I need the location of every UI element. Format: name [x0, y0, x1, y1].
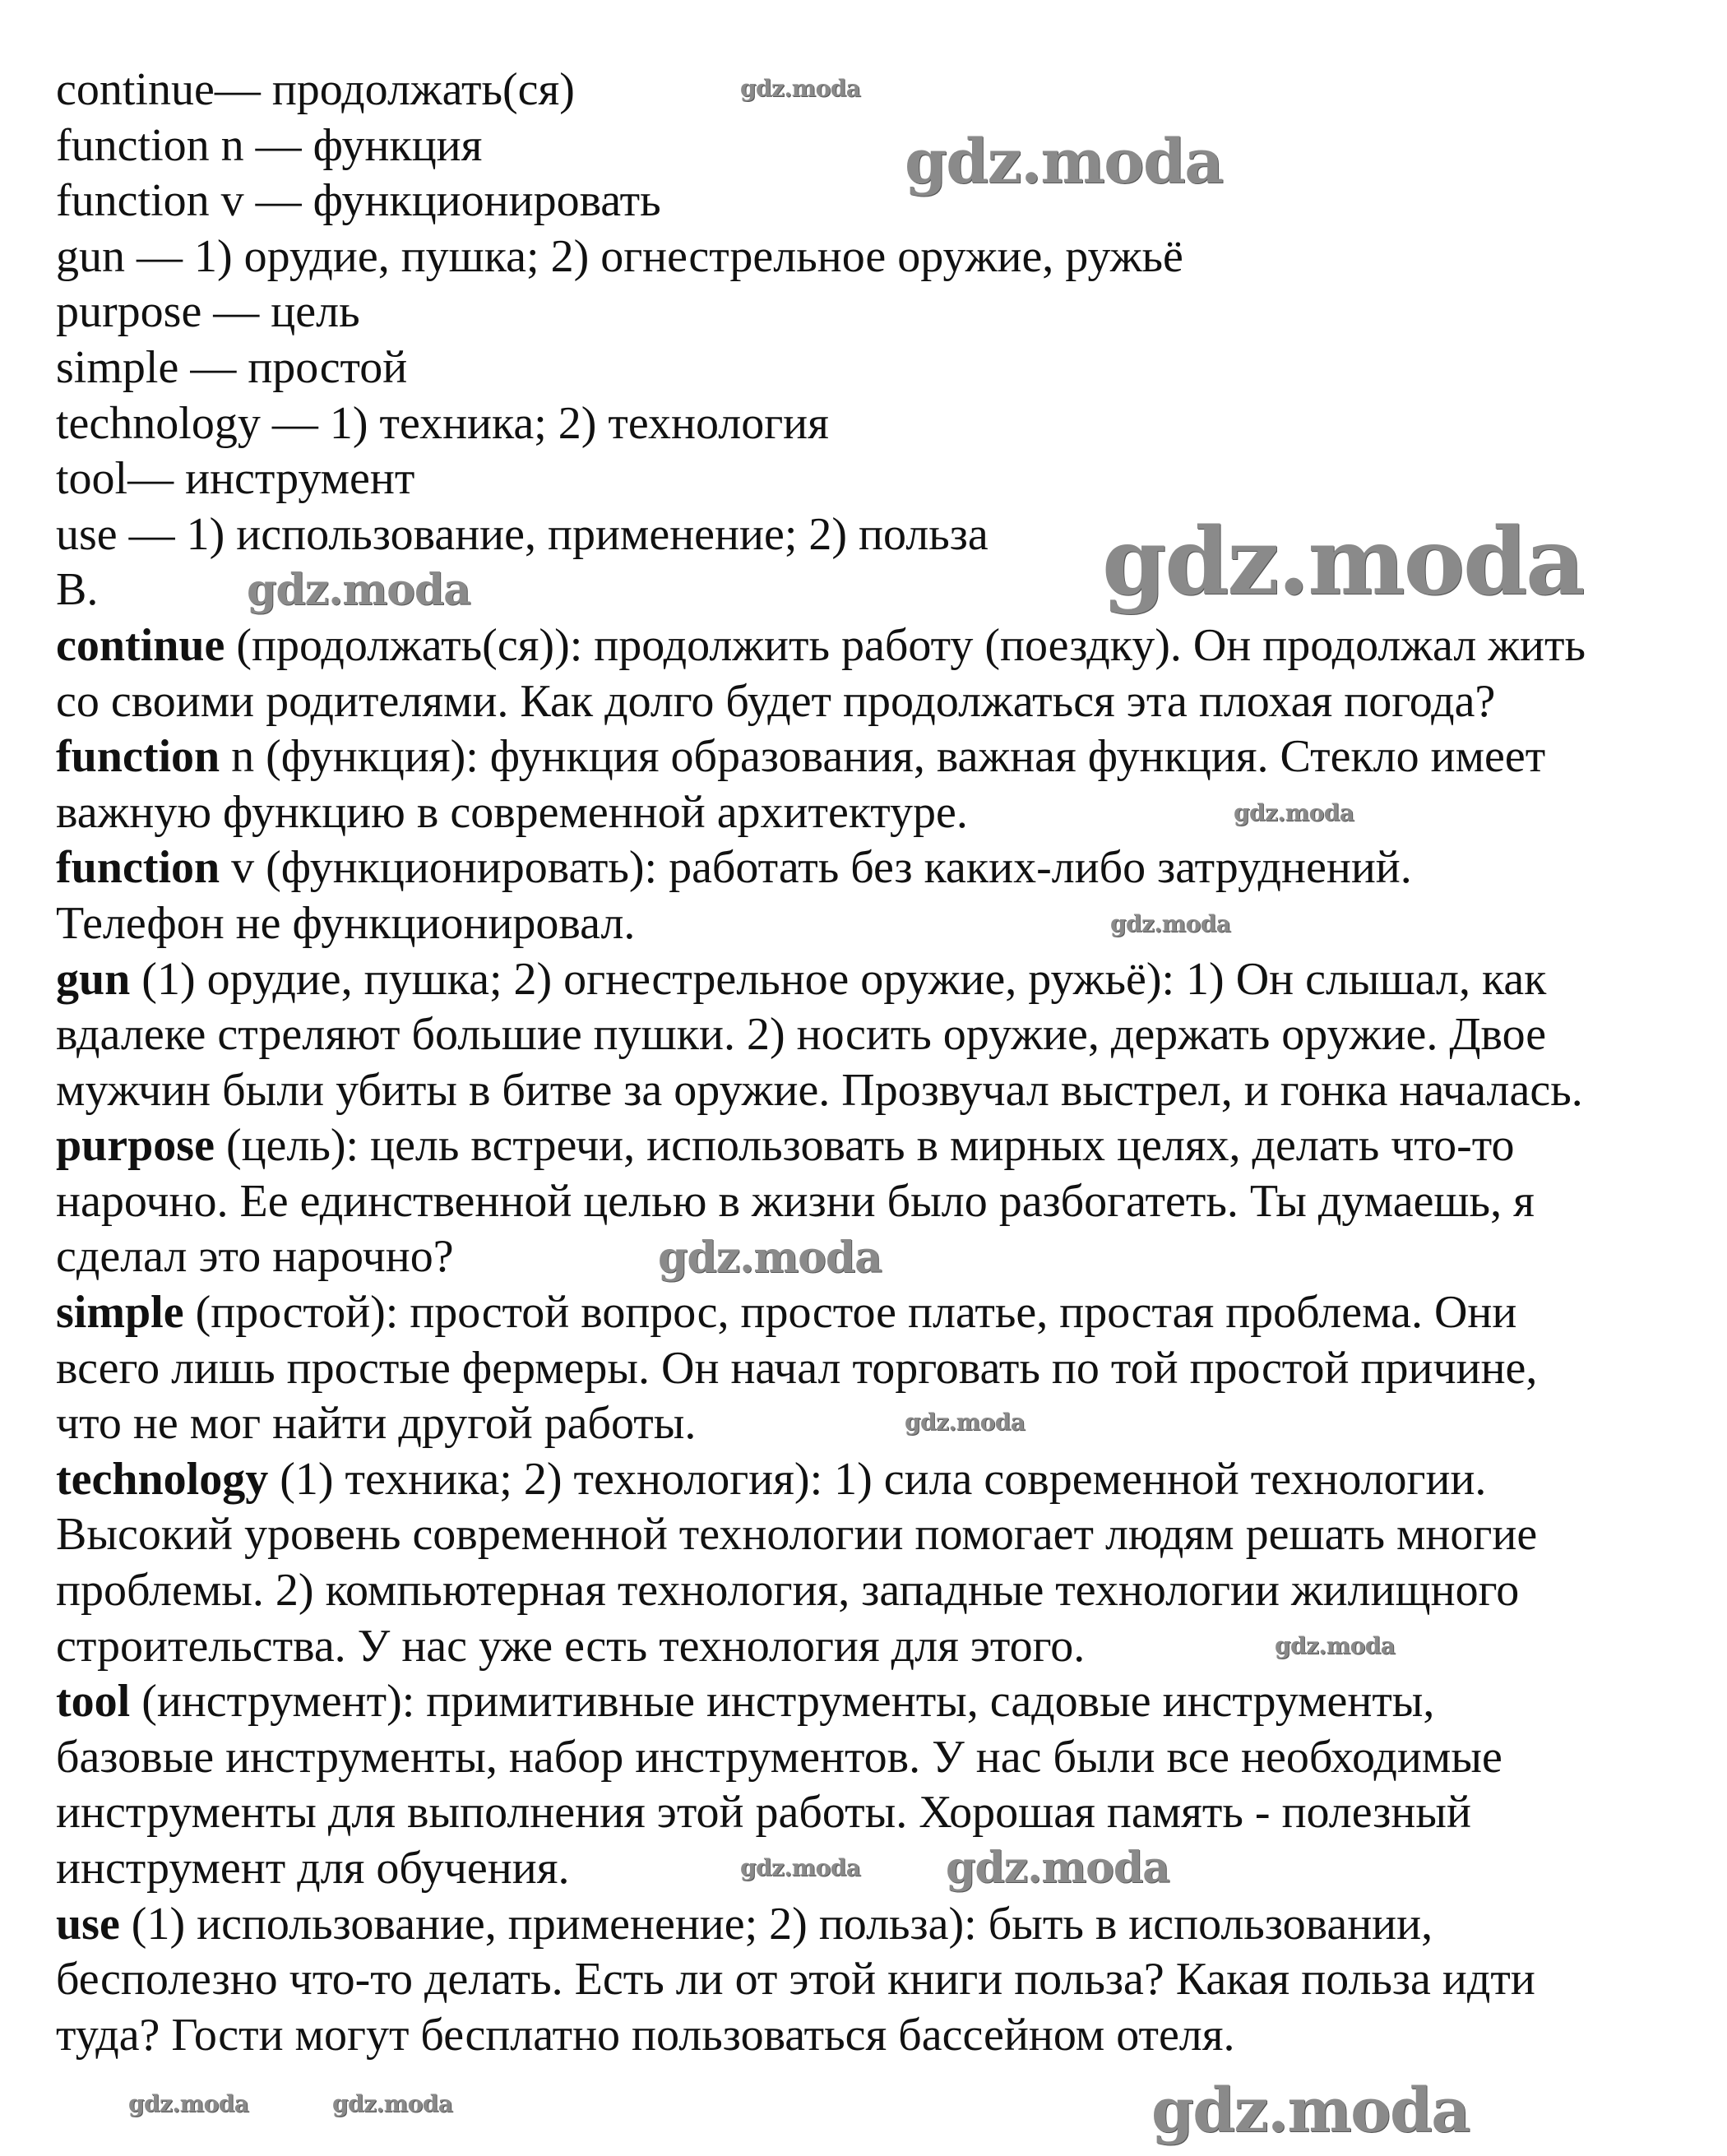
example-line — [56, 952, 1586, 1008]
watermark: gdz.moda — [332, 2090, 453, 2117]
example-line — [56, 896, 1586, 952]
watermark: gdz.moda — [946, 1843, 1169, 1893]
entry-text: Телефон не функционировал. — [56, 897, 636, 949]
entry-text: вдалеке стреляют большие пушки. 2) носить оружие, держать оружие. Двое — [56, 1009, 1547, 1061]
watermark: gdz.moda — [740, 75, 861, 102]
vocabulary-line: continue— продолжать(ся) — [56, 64, 575, 115]
example-line — [56, 840, 1586, 896]
example-line — [56, 1452, 1586, 1508]
entry-text: (1) использование, применение; 2) польза): быть в использовании, — [119, 1898, 1433, 1950]
entry-text: (1) орудие, пушка; 2) огнестрельное оружие, ружьё): 1) Он слышал, как — [130, 953, 1547, 1005]
entry-text: нарочно. Ее единственной целью в жизни было разбогатеть. Ты думаешь, я — [56, 1175, 1535, 1227]
entry-text: (продолжать(ся)): продолжить работу (поездку). Он продолжал жить — [225, 619, 1586, 671]
watermark: gdz.moda — [128, 2090, 249, 2117]
example-entry — [56, 1285, 1586, 1452]
example-line — [56, 1952, 1586, 2008]
entry-term: function — [56, 731, 220, 783]
entry-text: v (функционировать): работать без каких-либо затруднений. — [220, 842, 1412, 894]
entry-term: gun — [56, 953, 131, 1005]
section-label: B. — [56, 564, 99, 616]
entry-term: function — [56, 842, 220, 894]
watermark: gdz.moda — [1275, 1632, 1396, 1659]
example-line — [56, 1674, 1586, 1730]
example-line — [56, 1563, 1586, 1619]
entry-text: n (функция): функция образования, важная функция. Стекло имеет — [220, 731, 1546, 783]
example-line — [56, 785, 1586, 841]
entry-text: что не мог найти другой работы. — [56, 1398, 697, 1450]
example-entry — [56, 840, 1586, 951]
watermark: gdz.moda — [247, 565, 470, 615]
entry-text: базовые инструменты, набор инструментов. У нас были все необходимые — [56, 1731, 1502, 1783]
entry-term: continue — [56, 619, 225, 671]
vocabulary-line: technology — 1) техника; 2) технология — [56, 397, 829, 449]
entry-text: всего лишь простые фермеры. Он начал торговать по той простой причине, — [56, 1342, 1538, 1394]
watermark: gdz.moda — [1151, 2075, 1470, 2146]
entry-text: строительства. У нас уже есть технология для этого. — [56, 1620, 1086, 1672]
example-line — [56, 1785, 1586, 1841]
vocabulary-line: use — 1) использование, применение; 2) польза — [56, 508, 989, 560]
vocabulary-line: function v — функционировать — [56, 175, 661, 227]
entry-text: проблемы. 2) компьютерная технология, западные технологии жилищного — [56, 1565, 1520, 1617]
example-entry — [56, 618, 1586, 729]
example-line — [56, 1341, 1586, 1397]
examples-section — [56, 618, 1586, 2063]
watermark: gdz.moda — [1102, 508, 1584, 616]
watermark: gdz.moda — [1234, 799, 1354, 826]
watermark: gdz.moda — [905, 127, 1223, 197]
document-page — [56, 62, 1586, 2063]
example-entry — [56, 952, 1586, 1119]
example-line — [56, 674, 1586, 730]
example-line — [56, 1063, 1586, 1119]
example-line — [56, 729, 1586, 785]
entry-text: (цель): цель встречи, использовать в мирных целях, делать что-то — [214, 1120, 1515, 1172]
vocabulary-line: purpose — цель — [56, 286, 360, 338]
entry-text: мужчин были убиты в битве за оружие. Прозвучал выстрел, и гонка началась. — [56, 1064, 1583, 1116]
entry-text: (простой): простой вопрос, простое платье, простая проблема. Они — [183, 1287, 1517, 1339]
entry-text: со своими родителями. Как долго будет продолжаться эта плохая погода? — [56, 675, 1496, 727]
entry-term: tool — [56, 1676, 131, 1728]
example-line — [56, 1285, 1586, 1341]
word-list — [56, 62, 1586, 562]
example-line — [56, 1118, 1586, 1174]
entry-text: инструменты для выполнения этой работы. Хорошая память - полезный — [56, 1787, 1471, 1839]
watermark: gdz.moda — [1110, 910, 1231, 937]
entry-text: туда? Гости могут бесплатно пользоваться бассейном отеля. — [56, 2009, 1235, 2061]
entry-text: (1) техника; 2) технология): 1) сила современной технологии. — [268, 1453, 1487, 1505]
example-line — [56, 1507, 1586, 1563]
example-line — [56, 1897, 1586, 1953]
entry-term: use — [56, 1898, 120, 1950]
example-line — [56, 1007, 1586, 1063]
entry-text: бесполезно что-то делать. Есть ли от этой книги польза? Какая польза идти — [56, 1954, 1535, 2006]
entry-term: purpose — [56, 1120, 215, 1172]
entry-term: simple — [56, 1287, 184, 1339]
example-line — [56, 2008, 1586, 2064]
vocabulary-line: simple — простой — [56, 341, 408, 393]
entry-text: Высокий уровень современной технологии помогает людям решать многие — [56, 1509, 1538, 1561]
example-line — [56, 1730, 1586, 1786]
watermark: gdz.moda — [740, 1854, 861, 1881]
entry-text: инструмент для обучения. — [56, 1843, 570, 1894]
example-entry — [56, 1897, 1586, 2064]
watermark: gdz.moda — [658, 1233, 882, 1283]
example-line — [56, 1174, 1586, 1230]
entry-term: technology — [56, 1453, 269, 1505]
vocabulary-line: function n — функция — [56, 119, 483, 171]
entry-text: (инструмент): примитивные инструменты, садовые инструменты, — [130, 1676, 1435, 1728]
watermark: gdz.moda — [905, 1409, 1026, 1436]
vocabulary-line: gun — 1) орудие, пушка; 2) огнестрельное оружие, ружьё — [56, 230, 1183, 282]
example-line — [56, 618, 1586, 674]
example-line — [56, 1396, 1586, 1452]
entry-text: сделал это нарочно? — [56, 1231, 454, 1283]
example-entry — [56, 729, 1586, 840]
vocabulary-line: tool— инструмент — [56, 453, 415, 505]
entry-text: важную функцию в современной архитектуре. — [56, 786, 968, 838]
